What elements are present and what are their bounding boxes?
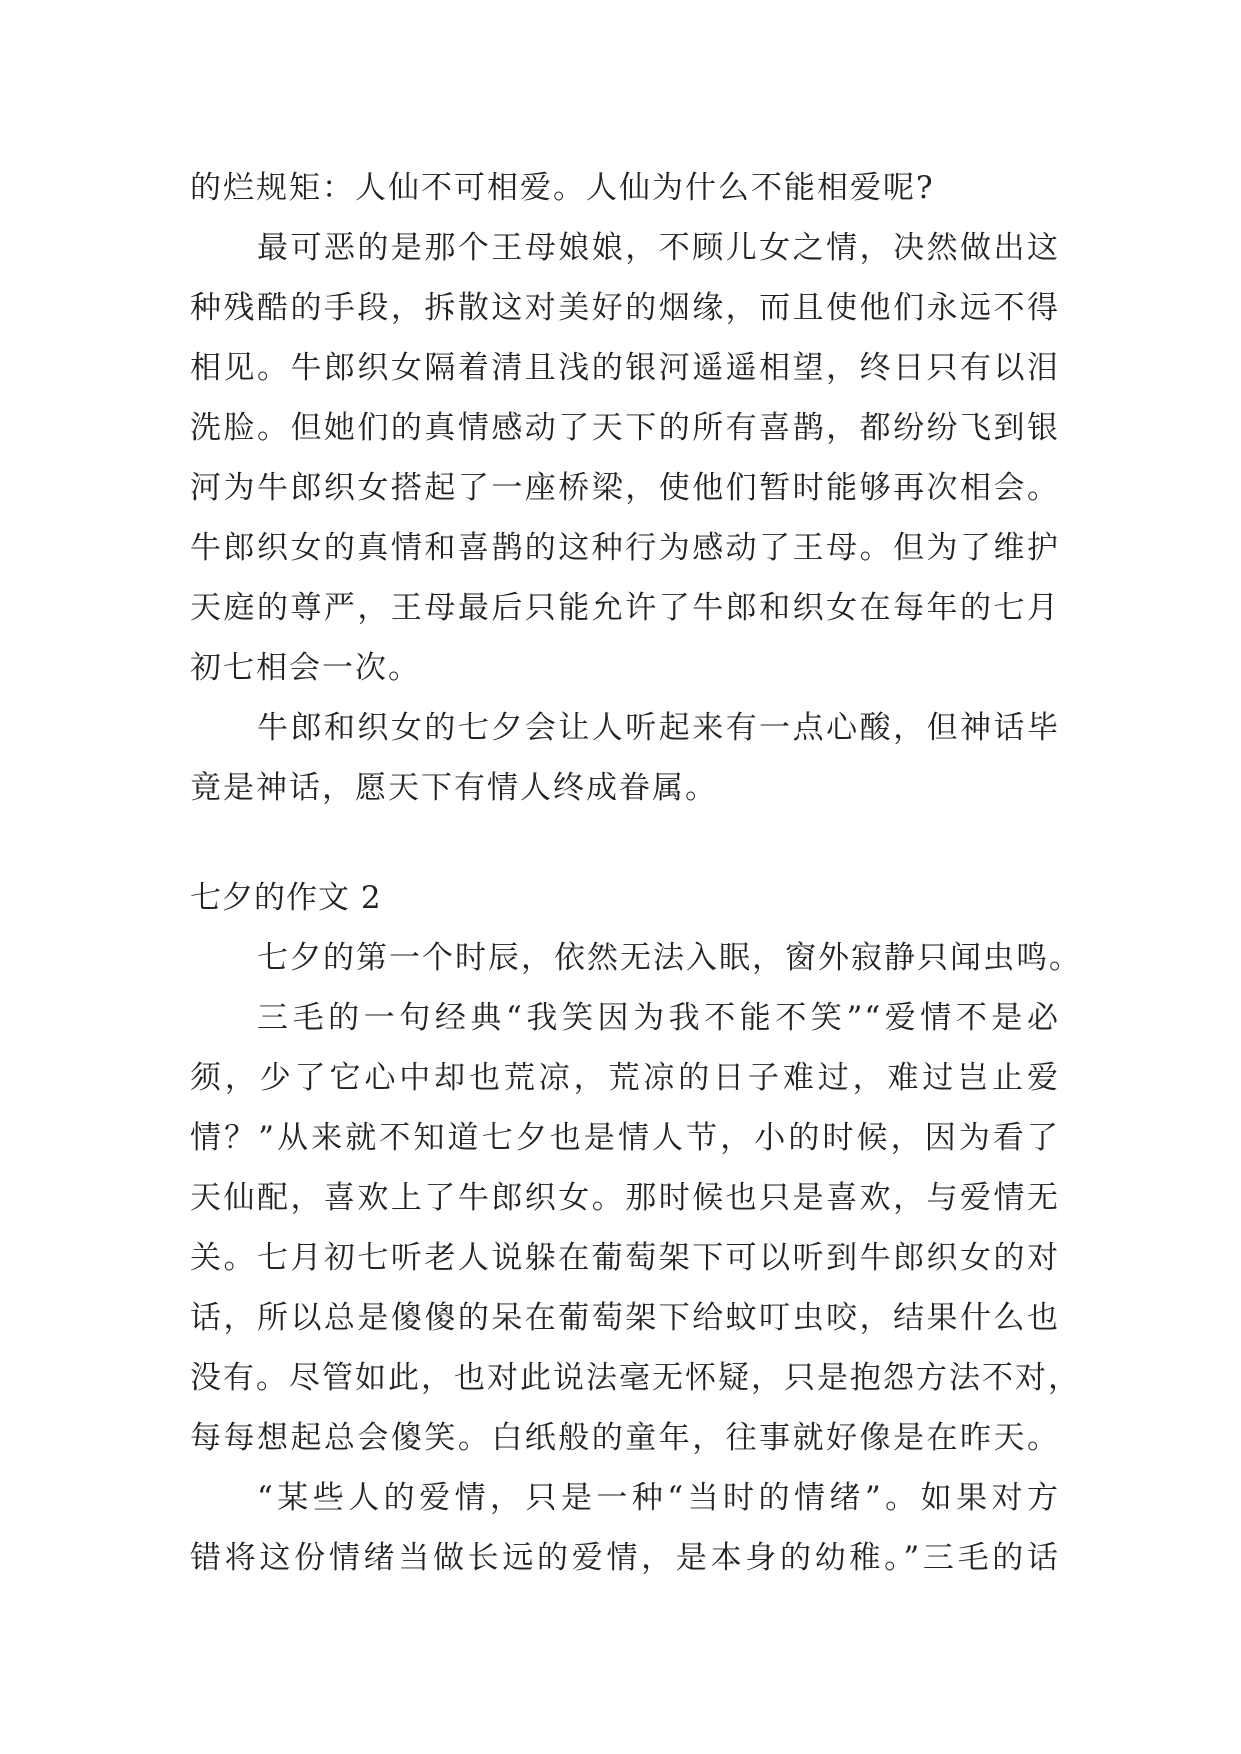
body-text-line: 竟是神话，愿天下有情人终成眷属。	[190, 770, 718, 806]
paragraph-first-line: 三毛的一句经典“我笑因为我不能不笑”“爱情不是必	[257, 1000, 1060, 1036]
body-text-line: 错将这份情绪当做长远的爱情，是本身的幼稚。”三毛的话	[190, 1540, 1060, 1576]
body-text-line: 天仙配，喜欢上了牛郎织女。那时候也只是喜欢，与爱情无	[190, 1180, 1060, 1216]
body-text-line: 话，所以总是傻傻的呆在葡萄架下给蚊叮虫咬，结果什么也	[190, 1300, 1060, 1336]
paragraph-first-line: 最可恶的是那个王母娘娘，不顾儿女之情，决然做出这	[257, 230, 1060, 266]
body-text-line: 相见。牛郎织女隔着清且浅的银河遥遥相望，终日只有以泪	[190, 350, 1060, 386]
body-text-line: 牛郎织女的真情和喜鹊的这种行为感动了王母。但为了维护	[190, 530, 1060, 566]
body-text-line: 没有。尽管如此，也对此说法毫无怀疑，只是抱怨方法不对，	[190, 1360, 1081, 1396]
section-heading: 七夕的作文 2	[190, 880, 382, 916]
body-text-line: 每每想起总会傻笑。白纸般的童年，往事就好像是在昨天。	[190, 1420, 1060, 1456]
paragraph-first-line: 七夕的第一个时辰，依然无法入眠，窗外寂静只闻虫鸣。	[257, 940, 1082, 976]
body-text-line: 关。七月初七听老人说躲在葡萄架下可以听到牛郎织女的对	[190, 1240, 1060, 1276]
body-text-line: 情？”从来就不知道七夕也是情人节，小的时候，因为看了	[190, 1120, 1060, 1156]
body-text-line: 初七相会一次。	[190, 650, 421, 686]
paragraph-first-line: “某些人的爱情，只是一种“当时的情绪”。如果对方	[257, 1480, 1060, 1516]
paragraph-first-line: 牛郎和织女的七夕会让人听起来有一点心酸，但神话毕	[257, 710, 1060, 746]
body-text-line: 河为牛郎织女搭起了一座桥梁，使他们暂时能够再次相会。	[190, 470, 1060, 506]
body-text-line: 种残酷的手段，拆散这对美好的烟缘，而且使他们永远不得	[190, 290, 1060, 326]
body-text-line: 的烂规矩：人仙不可相爱。人仙为什么不能相爱呢?	[190, 170, 935, 206]
body-text-line: 天庭的尊严，王母最后只能允许了牛郎和织女在每年的七月	[190, 590, 1060, 626]
body-text-line: 洗脸。但她们的真情感动了天下的所有喜鹊，都纷纷飞到银	[190, 410, 1060, 446]
body-text-line: 须，少了它心中却也荒凉，荒凉的日子难过，难过岂止爱	[190, 1060, 1060, 1096]
